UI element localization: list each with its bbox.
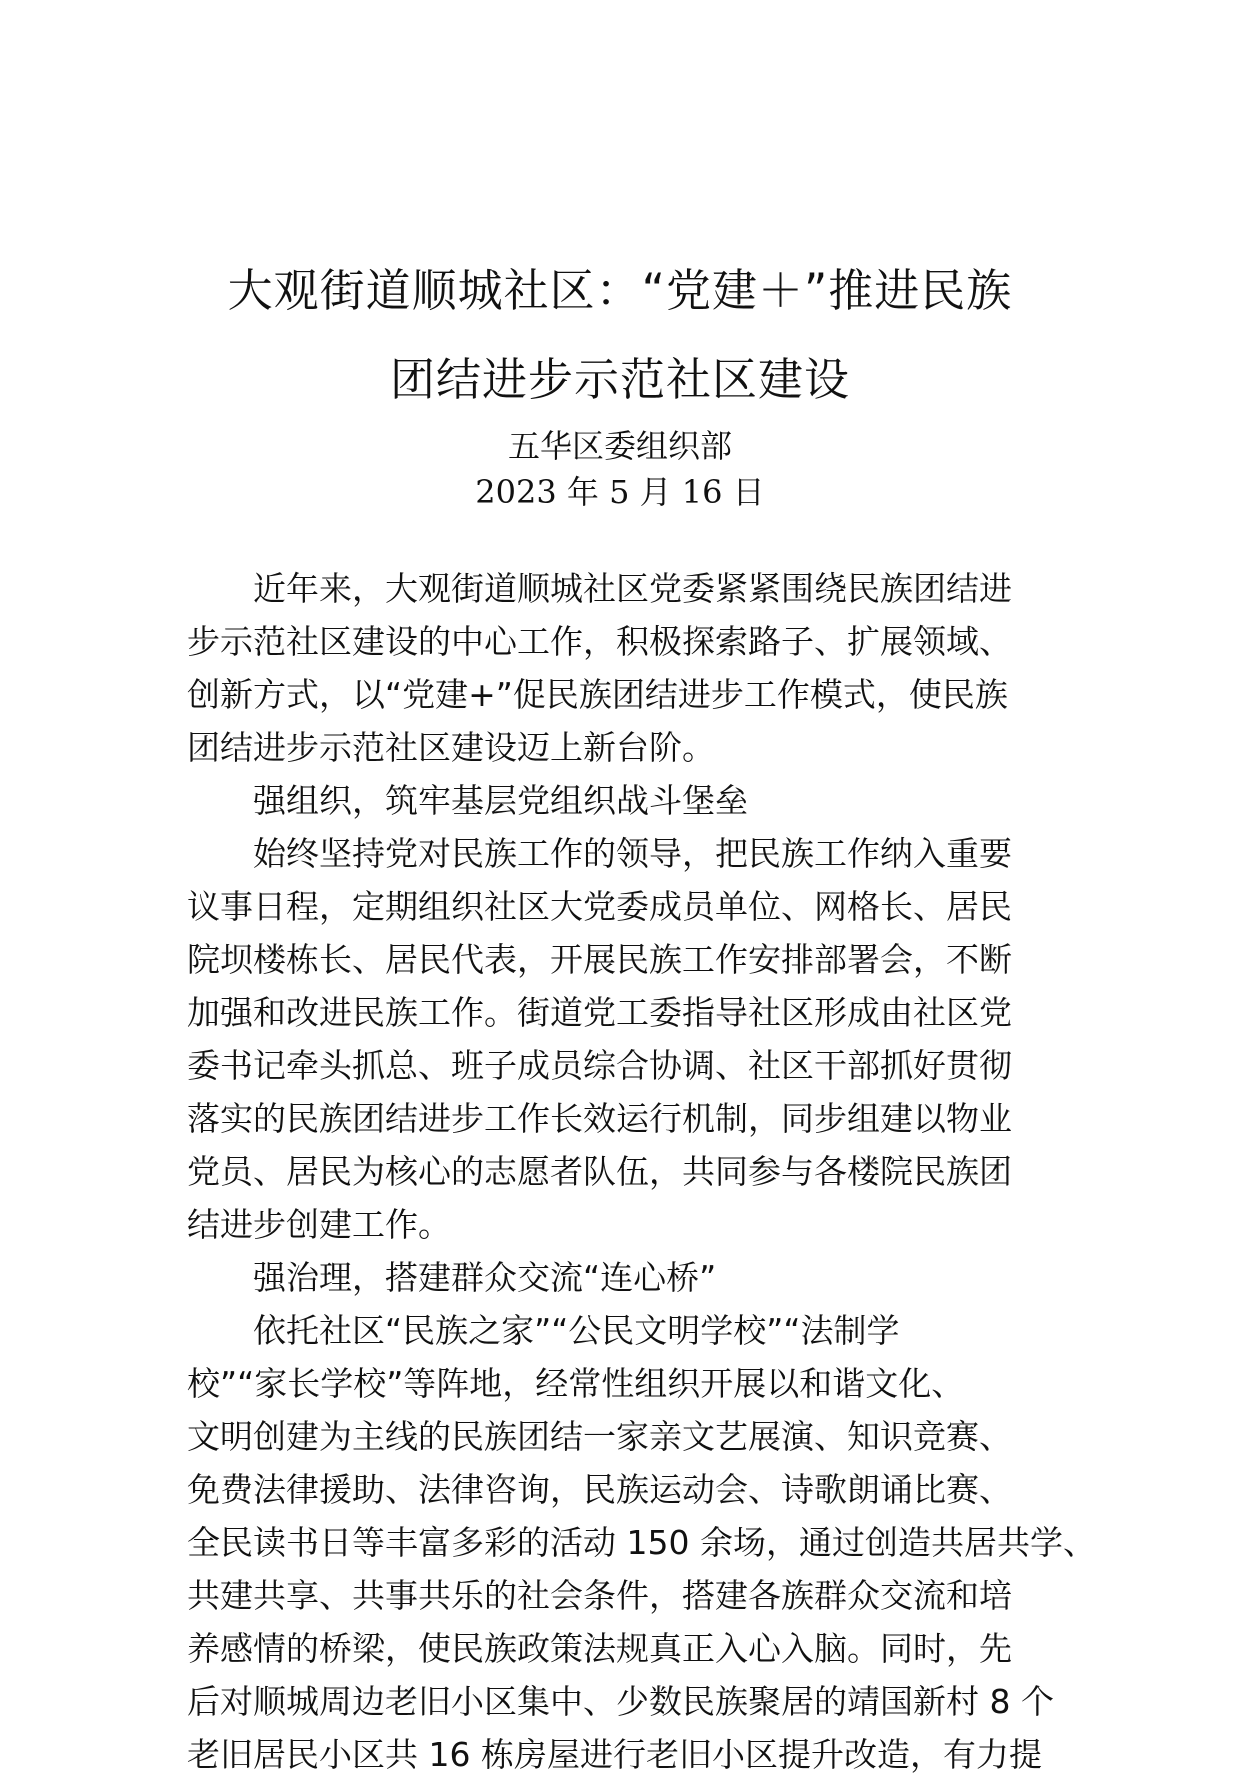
paragraph-line: 近年来，大观街道顺城社区党委紧紧围绕民族团结进 bbox=[253, 569, 1012, 608]
paragraph-line: 共建共享、共事共乐的社会条件，搭建各族群众交流和培 bbox=[187, 1576, 1012, 1615]
paragraph-line: 老旧居民小区共 16 栋房屋进行老旧小区提升改造，有力提 bbox=[187, 1735, 1042, 1774]
paragraph-line: 议事日程，定期组织社区大党委成员单位、网格长、居民 bbox=[187, 887, 1012, 926]
date-line: 2023 年 5 月 16 日 bbox=[475, 473, 765, 511]
paragraph-line: 依托社区“民族之家”“公民文明学校”“法制学 bbox=[253, 1311, 900, 1350]
paragraph-line: 结进步创建工作。 bbox=[187, 1205, 451, 1244]
paragraph-line: 创新方式，以“党建+”促民族团结进步工作模式，使民族 bbox=[187, 675, 1008, 714]
paragraph-line: 党员、居民为核心的志愿者队伍，共同参与各楼院民族团 bbox=[187, 1152, 1012, 1191]
paragraph-line: 始终坚持党对民族工作的领导，把民族工作纳入重要 bbox=[253, 834, 1012, 873]
paragraph-line: 后对顺城周边老旧小区集中、少数民族聚居的靖国新村 8 个 bbox=[187, 1682, 1054, 1721]
paragraph-line: 院坝楼栋长、居民代表，开展民族工作安排部署会，不断 bbox=[187, 940, 1012, 979]
paragraph-line: 免费法律援助、法律咨询，民族运动会、诗歌朗诵比赛、 bbox=[187, 1470, 1012, 1509]
paragraph-line: 全民读书日等丰富多彩的活动 150 余场，通过创造共居共学、 bbox=[187, 1523, 1096, 1562]
section-heading: 强治理，搭建群众交流“连心桥” bbox=[253, 1258, 717, 1297]
paragraph-line: 文明创建为主线的民族团结一家亲文艺展演、知识竞赛、 bbox=[187, 1417, 1012, 1456]
paragraph-line: 养感情的桥梁，使民族政策法规真正入心入脑。同时，先 bbox=[187, 1629, 1012, 1668]
paragraph-line: 委书记牵头抓总、班子成员综合协调、社区干部抓好贯彻 bbox=[187, 1046, 1012, 1085]
body-text bbox=[187, 562, 1096, 1781]
document-title-line-1: 大观街道顺城社区：“党建＋”推进民族 bbox=[227, 264, 1013, 317]
section-heading: 强组织，筑牢基层党组织战斗堡垒 bbox=[253, 781, 748, 820]
paragraph-line: 校”“家长学校”等阵地，经常性组织开展以和谐文化、 bbox=[187, 1364, 965, 1403]
document-title-line-2: 团结进步示范社区建设 bbox=[389, 353, 850, 406]
paragraph-line: 加强和改进民族工作。街道党工委指导社区形成由社区党 bbox=[187, 993, 1012, 1032]
paragraph-line: 团结进步示范社区建设迈上新台阶。 bbox=[187, 728, 715, 767]
paragraph-line: 落实的民族团结进步工作长效运行机制，同步组建以物业 bbox=[187, 1099, 1012, 1138]
paragraph-line: 步示范社区建设的中心工作，积极探索路子、扩展领域、 bbox=[187, 622, 1012, 661]
author-line: 五华区委组织部 bbox=[507, 427, 732, 465]
